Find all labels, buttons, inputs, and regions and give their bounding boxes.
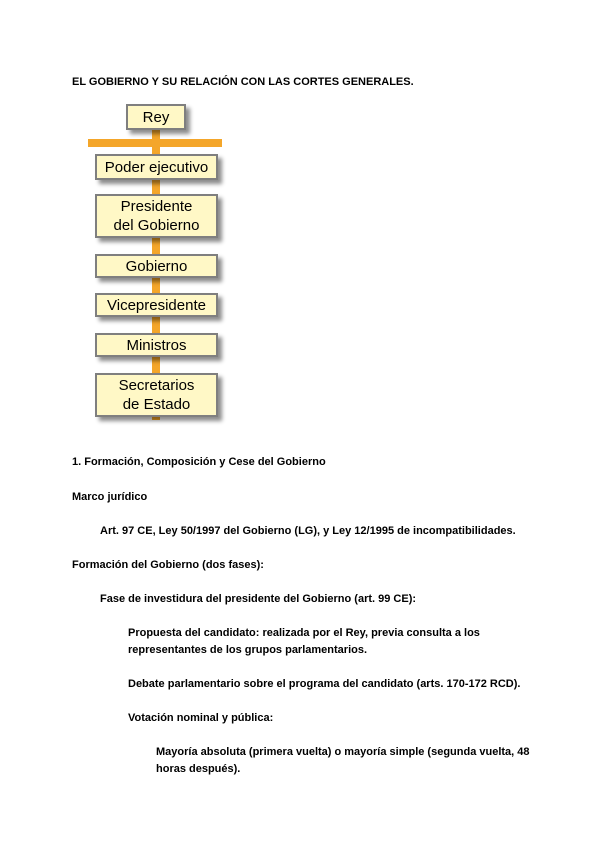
box-rey <box>126 104 186 130</box>
box-vicepresidente <box>95 293 218 317</box>
page-title: EL GOBIERNO Y SU RELACIÓN CON LAS CORTES GENERALES. <box>72 76 414 88</box>
fase-investidura: Fase de investidura del presidente del Gobierno (art. 99 CE): <box>100 593 417 605</box>
box-ministros <box>95 333 218 357</box>
formacion-heading: Formación del Gobierno (dos fases): <box>72 559 264 571</box>
diagram-horizontal-connector <box>88 139 222 147</box>
marco-text: Art. 97 CE, Ley 50/1997 del Gobierno (LG), y Ley 12/1995 de incompatibilidades. <box>100 525 516 537</box>
marco-heading: Marco jurídico <box>72 491 148 503</box>
mayoria-line2: horas después). <box>156 763 241 775</box>
box-poder-ejecutivo <box>95 154 218 180</box>
propuesta-line2: representantes de los grupos parlamentarios. <box>128 644 368 656</box>
box-gobierno <box>95 254 218 278</box>
box-gobierno-label: Gobierno <box>125 257 188 275</box>
box-secretarios <box>95 373 218 417</box>
propuesta-line1: Propuesta del candidato: realizada por el Rey, previa consulta a los <box>128 627 480 639</box>
box-secretarios-line2: de Estado <box>122 396 191 413</box>
section1-heading: 1. Formación, Composición y Cese del Gobierno <box>72 456 326 468</box>
debate-text: Debate parlamentario sobre el programa del candidato (arts. 170-172 RCD). <box>128 678 521 690</box>
mayoria-line1: Mayoría absoluta (primera vuelta) o mayoría simple (segunda vuelta, 48 <box>156 746 530 758</box>
box-rey-label: Rey <box>142 108 170 126</box>
box-poder-ejecutivo-label: Poder ejecutivo <box>104 158 209 176</box>
box-vicepresidente-label: Vicepresidente <box>107 296 206 314</box>
box-presidente-line2: del Gobierno <box>113 217 200 234</box>
box-presidente <box>95 194 218 238</box>
box-secretarios-line1: Secretarios <box>118 377 195 394</box>
votacion-text: Votación nominal y pública: <box>128 712 274 724</box>
box-presidente-line1: Presidente <box>120 198 193 215</box>
box-ministros-label: Ministros <box>126 336 187 354</box>
